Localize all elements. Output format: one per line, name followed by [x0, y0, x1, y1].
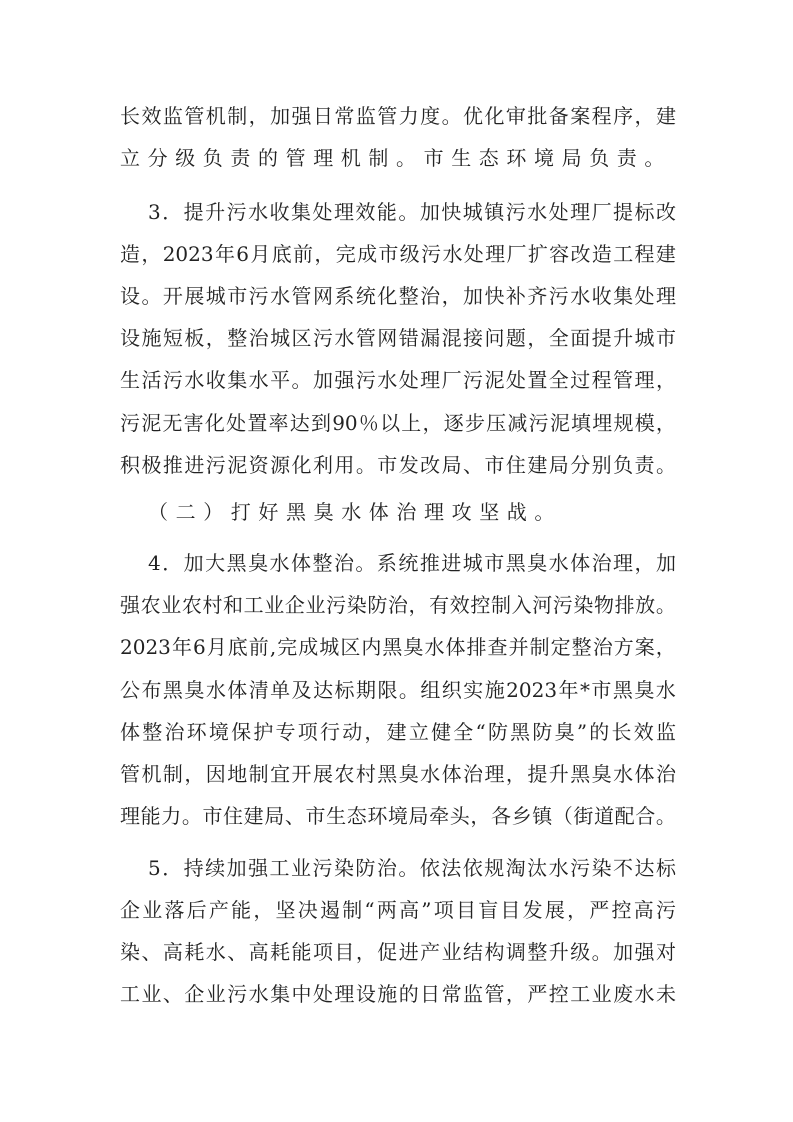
text-line: 理 能 力 。 市 住 建 局 、 市 生 态 环 境 局 牵 头 ， 各 乡 镇 （ 街 道 配 合 。 [120, 804, 676, 828]
text-line: 企 业 落 后 产 能 ， 坚 决 遏 制 “ 两 高 ” 项 目 盲 目 发 展 ， 严 控 高 污 [120, 898, 676, 922]
text-line: 管 机 制 ， 因 地 制 宜 开 展 农 村 黑 臭 水 体 治 理 ， 提 升 黑 臭 水 体 治 [120, 762, 676, 786]
paragraph-3-heading-line: 3 ． 提 升 污 水 收 集 处 理 效 能 。 加 快 城 镇 污 水 处 理 厂 提 标 改 [148, 200, 676, 224]
paragraph-5-heading-line: 5 ． 持 续 加 强 工 业 污 染 防 治 。 依 法 依 规 淘 汰 水 污 染 不 达 标 [148, 856, 676, 880]
text-line: 染 、 高 耗 水 、 高 耗 能 项 目 ， 促 进 产 业 结 构 调 整 升 级 。 加 强 对 [120, 940, 676, 964]
text-line: 强 农 业 农 村 和 工 业 企 业 污 染 防 治 ， 有 效 控 制 入 河 污 染 物 排 放 。 [120, 593, 676, 617]
text-line: 公 布 黑 臭 水 体 清 单 及 达 标 期 限 。 组 织 实 施 2023 年 * 市 黑 臭 水 [120, 678, 676, 702]
text-line: 污 泥 无 害 化 处 置 率 达 到 90 ％ 以 上 ， 逐 步 压 减 污 泥 填 埋 规 模 ， [120, 411, 676, 435]
text-line: 积 极 推 进 污 泥 资 源 化 利 用 。 市 发 改 局 、 市 住 建 局 分 别 负 责 。 [120, 453, 676, 477]
text-line: 长 效 监 管 机 制 ， 加 强 日 常 监 管 力 度 。 优 化 审 批 备 案 程 序 ， 建 [120, 104, 676, 128]
text-line: 体 整 治 环 境 保 护 专 项 行 动 ， 建 立 健 全 “ 防 黑 防 臭 ” 的 长 效 监 [120, 720, 676, 744]
text-line: 造 ， 2023 年 6 月 底 前 ， 完 成 市 级 污 水 处 理 厂 扩 容 改 造 工 程 建 [120, 242, 676, 266]
text-line: 立分级负责的管理机制。市生态环境局负责。 [120, 146, 672, 170]
text-line: 2023 年 6 月 底 前 , 完 成 城 区 内 黑 臭 水 体 排 查 并 制 定 整 治 方 案 ， [120, 635, 676, 659]
text-line: 工 业 、 企 业 污 水 集 中 处 理 设 施 的 日 常 监 管 ， 严 控 工 业 废 水 未 [120, 982, 676, 1006]
text-line: 生 活 污 水 收 集 水 平 。 加 强 污 水 处 理 厂 污 泥 处 置 全 过 程 管 理 ， [120, 368, 676, 392]
text-line: 设 施 短 板 ， 整 治 城 区 污 水 管 网 错 漏 混 接 问 题 ， 全 面 提 升 城 市 [120, 326, 676, 350]
text-line: 设 。 开 展 城 市 污 水 管 网 系 统 化 整 治 ， 加 快 补 齐 污 水 收 集 处 理 [120, 284, 676, 308]
paragraph-4-heading-line: 4 ． 加 大 黑 臭 水 体 整 治 。 系 统 推 进 城 市 黑 臭 水 体 治 理 ， 加 [148, 551, 676, 575]
section-heading: （二）打好黑臭水体治理攻坚战。 [148, 500, 562, 524]
